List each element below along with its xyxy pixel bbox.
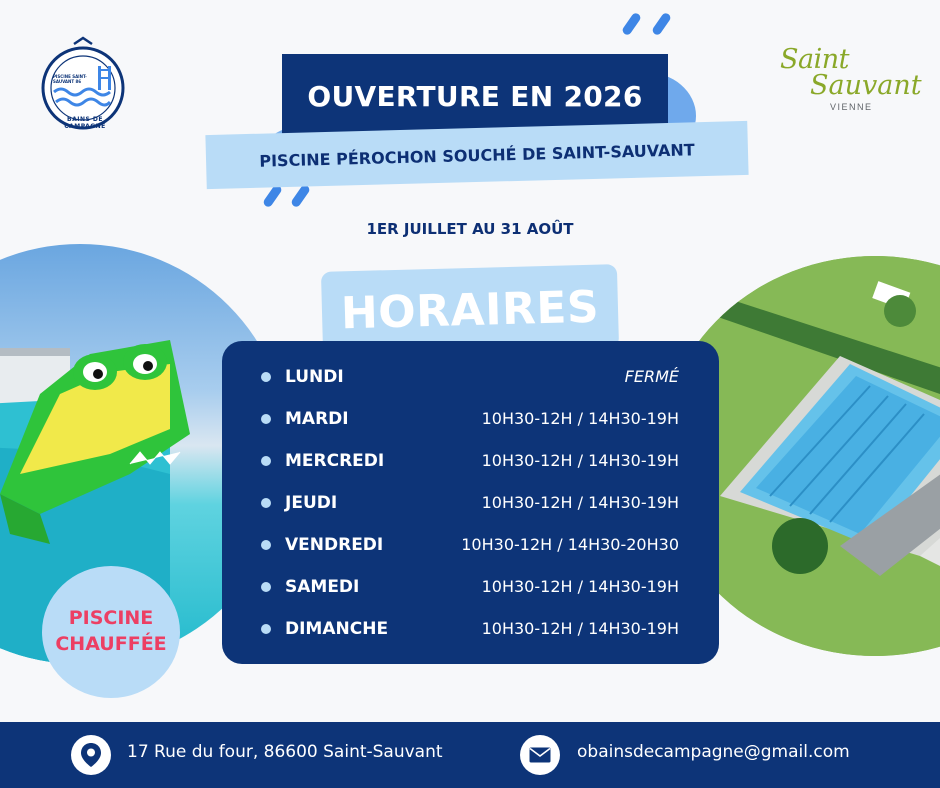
schedule-heading: HORAIRES: [340, 281, 600, 339]
hours-value: FERMÉ: [624, 367, 679, 386]
bullet-icon: [261, 624, 271, 634]
email-envelope-icon: [520, 735, 560, 775]
hours-value: 10H30-12H / 14H30-19H: [481, 493, 679, 512]
schedule-row: [222, 615, 719, 645]
decor-dash: [621, 12, 642, 37]
day-label: MERCREDI: [285, 451, 385, 471]
bains-de-campagne-logo: [38, 36, 128, 136]
schedule-row: [222, 573, 719, 603]
heated-badge-line-2: CHAUFFÉE: [55, 633, 167, 655]
bullet-icon: [261, 414, 271, 424]
page-title: OUVERTURE EN 2026: [307, 79, 643, 113]
bullet-icon: [261, 498, 271, 508]
bullet-icon: [261, 372, 271, 382]
schedule-panel: [222, 341, 719, 664]
day-label: VENDREDI: [285, 535, 384, 555]
location-pin-icon: [71, 735, 111, 775]
day-label: LUNDI: [285, 367, 344, 387]
schedule-row: [222, 489, 719, 519]
address-text: 17 Rue du four, 86600 Saint-Sauvant: [127, 742, 443, 762]
hours-value: 10H30-12H / 14H30-19H: [481, 451, 679, 470]
email-link[interactable]: obainsdecampagne@gmail.com: [577, 742, 850, 762]
saint-sauvant-logo: [780, 44, 920, 114]
schedule-row: [222, 531, 719, 561]
opening-dates: 1ER JUILLET AU 31 AOÛT: [366, 220, 574, 238]
bullet-icon: [261, 540, 271, 550]
heated-badge-line-1: PISCINE: [68, 607, 154, 630]
day-label: SAMEDI: [285, 577, 360, 597]
decor-dash: [651, 12, 672, 37]
bains-ring-text: BAINS DE CAMPAGNE: [64, 116, 106, 130]
schedule-row: [222, 363, 719, 393]
contact-footer: [0, 722, 940, 788]
decor-dash: [290, 184, 311, 209]
page-subtitle: PISCINE PÉROCHON SOUCHÉ DE SAINT-SAUVANT: [259, 139, 695, 171]
bullet-icon: [261, 582, 271, 592]
day-label: JEUDI: [285, 493, 338, 513]
bullet-icon: [261, 456, 271, 466]
schedule-row: [222, 405, 719, 435]
schedule-row: [222, 447, 719, 477]
saint-logo-word-1: Saint: [780, 44, 849, 75]
hours-value: 10H30-12H / 14H30-19H: [481, 619, 679, 638]
hours-value: 10H30-12H / 14H30-20H30: [461, 535, 679, 554]
hours-value: 10H30-12H / 14H30-19H: [481, 577, 679, 596]
heated-pool-badge: [42, 566, 180, 698]
bains-inner-text: PISCINE SAINT-SAUVANT 86: [53, 74, 87, 85]
saint-logo-word-2: Sauvant: [810, 70, 922, 101]
day-label: DIMANCHE: [285, 619, 389, 639]
day-label: MARDI: [285, 409, 349, 429]
hours-value: 10H30-12H / 14H30-19H: [481, 409, 679, 428]
saint-logo-subtitle: VIENNE: [830, 102, 873, 112]
